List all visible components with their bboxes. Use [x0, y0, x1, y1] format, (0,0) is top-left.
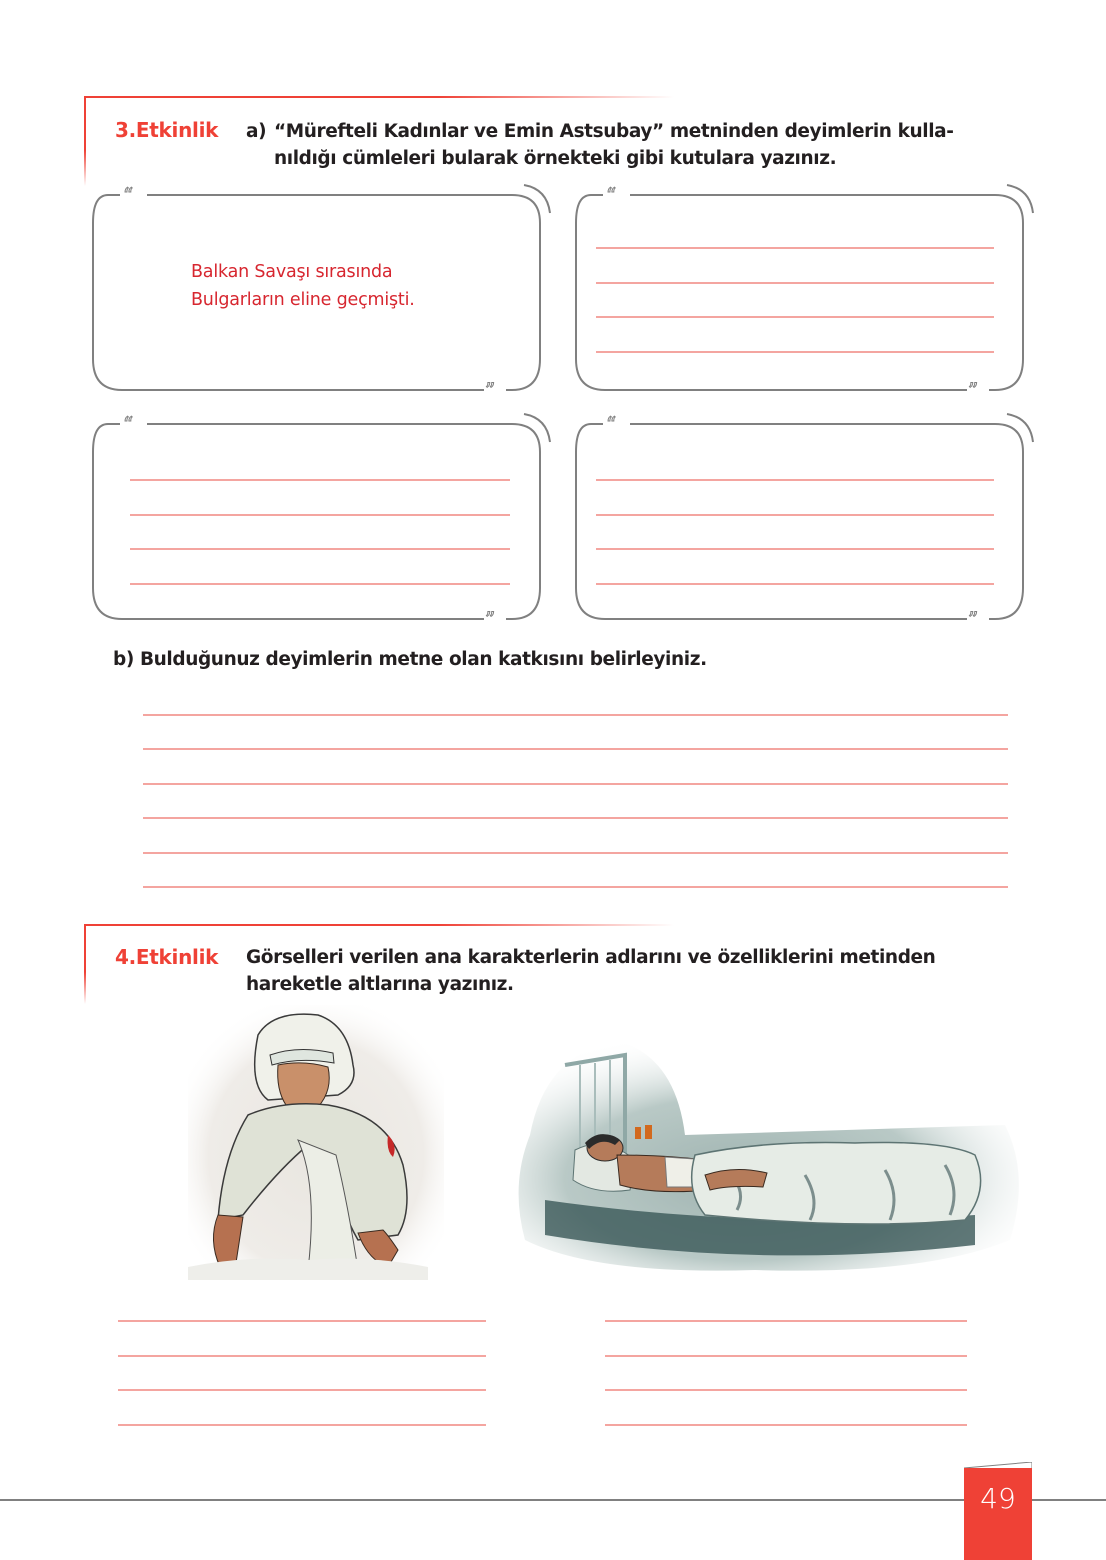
- write-line[interactable]: [143, 817, 1008, 819]
- open-quote-icon: “: [123, 183, 134, 207]
- write-line[interactable]: [596, 548, 994, 550]
- write-line[interactable]: [596, 282, 994, 284]
- write-line[interactable]: [596, 247, 994, 249]
- activity3-label: 3.Etkinlik: [115, 118, 219, 142]
- quote-box-example: [92, 183, 552, 402]
- instruction-line-2: nıldığı cümleleri bularak örnekteki gibi kutulara yazınız.: [274, 148, 837, 169]
- open-quote-icon: “: [606, 412, 617, 436]
- close-quote-icon: ”: [485, 607, 496, 631]
- answer-lines[interactable]: [596, 247, 994, 357]
- activity4-label: 4.Etkinlik: [115, 945, 219, 969]
- write-line[interactable]: [605, 1355, 967, 1357]
- activity4-bracket-top: [84, 924, 674, 926]
- activity3-bracket-left: [84, 96, 86, 186]
- write-line[interactable]: [596, 479, 994, 481]
- close-quote-icon: ”: [968, 607, 979, 631]
- write-line[interactable]: [118, 1389, 486, 1391]
- part-b-instruction: b) Bulduğunuz deyimlerin metne olan katkısını belirleyiniz.: [113, 649, 707, 670]
- write-line[interactable]: [143, 783, 1008, 785]
- write-line[interactable]: [130, 479, 510, 481]
- activity4-instruction: [246, 944, 1026, 998]
- answer-lines[interactable]: [596, 479, 994, 589]
- open-quote-icon: “: [606, 183, 617, 207]
- write-line[interactable]: [605, 1389, 967, 1391]
- write-line[interactable]: [143, 748, 1008, 750]
- write-line[interactable]: [118, 1320, 486, 1322]
- write-line[interactable]: [130, 548, 510, 550]
- close-quote-icon: ”: [968, 378, 979, 402]
- write-line[interactable]: [605, 1424, 967, 1426]
- activity4-bracket-left: [84, 924, 86, 1004]
- answer-lines[interactable]: [130, 479, 510, 589]
- part-a-marker: a): [246, 121, 267, 142]
- write-line[interactable]: [143, 886, 1008, 888]
- write-line[interactable]: [596, 514, 994, 516]
- activity3-instruction: [246, 118, 1026, 172]
- quote-box-answer-1: [575, 183, 1035, 402]
- instruction-line-1: “Mürefteli Kadınlar ve Emin Astsubay” metninden deyimlerin kulla-: [274, 121, 954, 142]
- soldier-answer-lines[interactable]: [605, 1320, 967, 1428]
- page-number: 49: [964, 1468, 1032, 1560]
- wounded-soldier-illustration: [505, 1015, 1030, 1285]
- write-line[interactable]: [118, 1355, 486, 1357]
- write-line[interactable]: [596, 316, 994, 318]
- example-sentence: Balkan Savaşı sırasında Bulgarların eline geçmişti.: [191, 262, 415, 310]
- write-line[interactable]: [596, 351, 994, 353]
- open-quote-icon: “: [123, 412, 134, 436]
- part-b-answer-lines[interactable]: [143, 714, 1008, 890]
- activity3-bracket-top: [84, 96, 674, 98]
- write-line[interactable]: [605, 1320, 967, 1322]
- write-line[interactable]: [143, 714, 1008, 716]
- nurse-answer-lines[interactable]: [118, 1320, 486, 1428]
- write-line[interactable]: [130, 514, 510, 516]
- quote-box-answer-2: [92, 412, 552, 631]
- instruction-line-2: hareketle altlarına yazınız.: [246, 974, 514, 995]
- write-line[interactable]: [596, 583, 994, 585]
- write-line[interactable]: [143, 852, 1008, 854]
- instruction-line-1: Görselleri verilen ana karakterlerin adlarını ve özelliklerini metinden: [246, 947, 936, 968]
- nurse-illustration: [188, 1005, 444, 1280]
- quote-box-answer-3: [575, 412, 1035, 631]
- footer-rule: [0, 1499, 1106, 1501]
- write-line[interactable]: [118, 1424, 486, 1426]
- close-quote-icon: ”: [485, 378, 496, 402]
- write-line[interactable]: [130, 583, 510, 585]
